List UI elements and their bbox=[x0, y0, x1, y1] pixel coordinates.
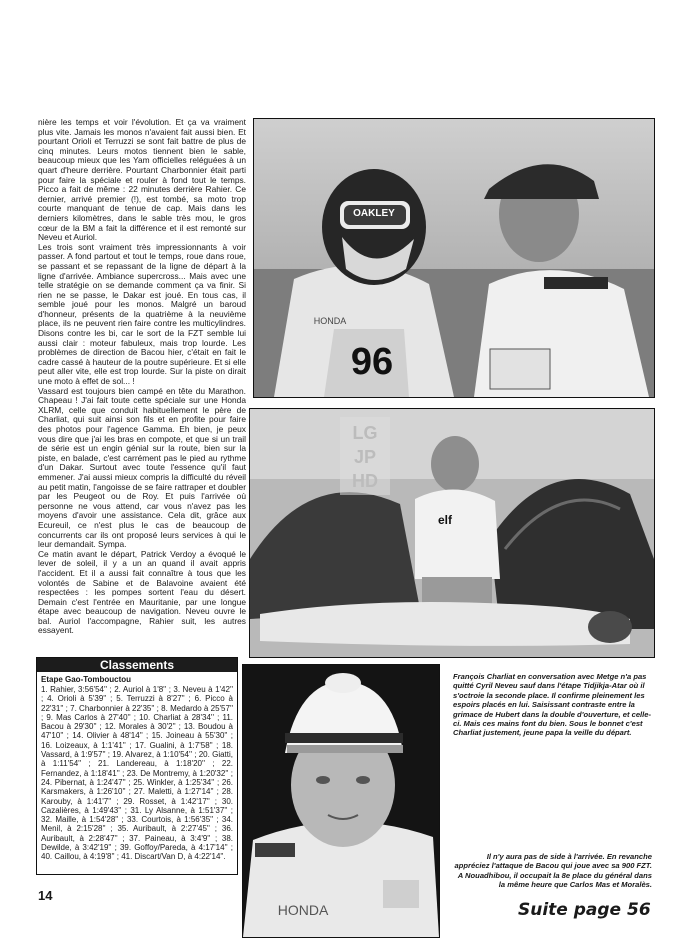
article-paragraph: nière les temps et voir l'évolution. Et ça va vraiment plus vite. Jamais les monos n'avaient fait aussi bien. Et pourtant Orioli et Terruzzi se sont fait battre de plus de cinq minutes. Leurs motos tiennent bien le sable, beaucoup mieux que les Yam officielles reléguées à un quart d'heure derrière. Pourtant Charbonnier était parti pour faire la spéciale et rouler à fond tout le temps. Picco a fait de même : 22 minutes derrière Rahier. Ce dernier, arrivé premier (!), est tombé, sa moto trop courte manquant de tenue de cap. Mais dans les derniers kilomètres, dans le sable très mou, le gros cœur de la BM a fait la différence et il est remonté sur Neveu et Auriol. bbox=[38, 117, 246, 243]
continuation-link[interactable]: Suite page 56 bbox=[518, 900, 651, 920]
photo-rider-conversation bbox=[253, 118, 655, 398]
classements-box bbox=[36, 657, 238, 875]
classements-stage: Etape Gao-Tombouctou bbox=[41, 675, 132, 684]
article-paragraph: Les trois sont vraiment très impressionnants à voir passer. A fond partout et tout le temps, roue dans roue, se passant et se repassant de la ligne de départ à la ligne d'arrivée. Ambiance supercross... Mais avec une telle stratégie on se demande comment ça va finir. Si rien ne se passe, le Dakar est joué. En tous cas, il semble joué pour les monos. Malgré un baroud d'honneur, présents de la quatrième à la neuvième place, ils ne peuvent rien faire contre les multicylindres. Disons contre les bi, car le sort de la FZT semble lui aussi clair : moteur fabuleux, mais trop lourde. Les problèmes de direction de Bacou hier, c'était en fait le cadre cassé à hauteur de la poutre supérieure. Et si elle peut aller vite, elle est trop lourde. Sur la piste on dirait une moto à effet de sol... ! bbox=[38, 241, 246, 387]
watermark-line: HD bbox=[352, 471, 378, 491]
classements-title: Classements bbox=[37, 658, 237, 672]
photo-massage-scene bbox=[249, 408, 655, 658]
photo-woolly-hat-portrait bbox=[242, 664, 440, 938]
watermark-line: JP bbox=[353, 447, 377, 467]
article-paragraph: Vassard est toujours bien campé en tête du Marathon. Chapeau ! J'ai fait toute cette spéciale sur une Honda XLRM, celle que conduit habituellement le père de Charliat, qui suit ainsi son fils et en profite pour faire des photos pour l'agence Gamma. Eh bien, je peux vous dire que j'ai les bras en compote, et que si un trail de série est un engin génial sur la route, bien sur la piste, en balade, c'est carrément pas le pied au rythme d'un Dakar. Surtout avec toute l'essence qu'il faut emmener. J'ai aussi mieux compris la difficulté du réveil au petit matin, l'angoisse de se faire rattraper et doubler par les Peugeot ou de Roy. Et puis l'arrivée où personne ne vous attend, car vous n'avez pas les moyens d'avoir une assistance. Cela dit, grâce aux Ecureuil, ce n'est plus le cas de beaucoup de concurrents car ils ont proposé leurs services à qui le leur demandait. Sympa. bbox=[38, 385, 246, 550]
watermark-line: LG bbox=[352, 423, 378, 443]
article-paragraph: Ce matin avant le départ, Patrick Verdoy a évoqué le lever de soleil, il y a un an quand il avait appris l'accident. Et il a aussi fait connaître à tous que les volontés de Sabine et de Balavoine avaient été respectées : les pompes sortent l'eau du désert. Demain c'est l'entrée en Mauritanie, par une longue étape avec beaucoup de navigation. Neveu ouvre le bal. Auriol l'accompagne, Rahier suit, les autres essayent. bbox=[38, 548, 246, 636]
classements-results: 1. Rahier, 3:56'54'' ; 2. Auriol à 1'8'' ; 3. Neveu à 1'42'' ; 4. Orioli à 5'39'' ; 5. Terruzzi à 8'27'' ; 6. Picco à 22'31'' ; 7. Charbonnier à 22'35'' ; 8. Medardo à 25'57'' ; 9. Mas Carlos à 27'40'' ; 10. Charliat à 28'34'' ; 11. Bacou à 29'30'' ; 12. Morales à 30'2'' ; 13. Boudou à 47'10'' ; 14. Olivier à 48'14'' ; 15. Joineau à 55'30'' ; 16. Loizeaux, à 1:1'41'' ; 17. Gualini, à 1:7'58'' ; 18. Vassard, à 1:9'57'' ; 19. Alvarez, à 1:10'54'' ; 20. Giatti, à 1:11'54'' ; 21. Landereau, à 1:18'20'' ; 22. Fernandez, à 1:18'41'' ; 23. De Montremy, à 1:20'32'' ; 24. Pibernat, à 1:24'47'' ; 25. Winkler, à 1:25'34'' ; 26. Karsmakers, à 1:26'10'' ; 27. Maletti, à 1:27'14'' ; 28. Karouby, à 1:41'7'' ; 29. Rosset, à 1:42'17'' ; 30. Cazalières, à 1:49'43'' ; 31. Ly Alsanne, à 1:51'37'' ; 32. Maille, à 1:54'28'' ; 33. Courtois, à 1:56'35'' ; 34. Menil, à 2:15'28'' ; 35. Auribault, à 2:27'45'' ; 36. Auribault, à 2:28'47'' ; 37. Paineau, à 3:4'9'' ; 38. Dewilde, à 3:42'19'' ; 39. Goffoy/Pareda, à 4:17'14'' ; 40. Caillou, à 4:19'8'' ; 41. Discart/Van D, à 4:22'14''. bbox=[41, 685, 233, 862]
photo-caption-first: François Charliat en conversation avec Metge n'a pas quitté Cyril Neveu sauf dans l'étape Tidjikja-Atar où il s'octroie la seconde place. Il confirme pleinement les espoirs placés en lui. Saisissant contraste entre la grimace de Hubert dans la double d'ouverture, et celle-ci. Mais ces mains font du bien. Sous le bonnet c'est Charliat justement, jeune papa la veille du départ. bbox=[453, 672, 652, 738]
helmet-logo-text: OAKLEY bbox=[353, 208, 395, 219]
photo-caption-second: Il n'y aura pas de side à l'arrivée. En revanche appréciez l'attaque de Bacou qui joue avec sa 900 FZT. A Nouadhibou, il occupait la 8e place du général dans la même heure que Carlos Mas et Moralès. bbox=[454, 852, 652, 890]
article-body bbox=[38, 118, 246, 636]
page-number: 14 bbox=[38, 888, 53, 903]
shirt-logo-text: elf bbox=[437, 513, 453, 527]
jacket-brand-text: HONDA bbox=[277, 902, 329, 918]
jersey-brand-text: HONDA bbox=[313, 316, 347, 326]
rider-number-text: 96 bbox=[350, 341, 394, 383]
